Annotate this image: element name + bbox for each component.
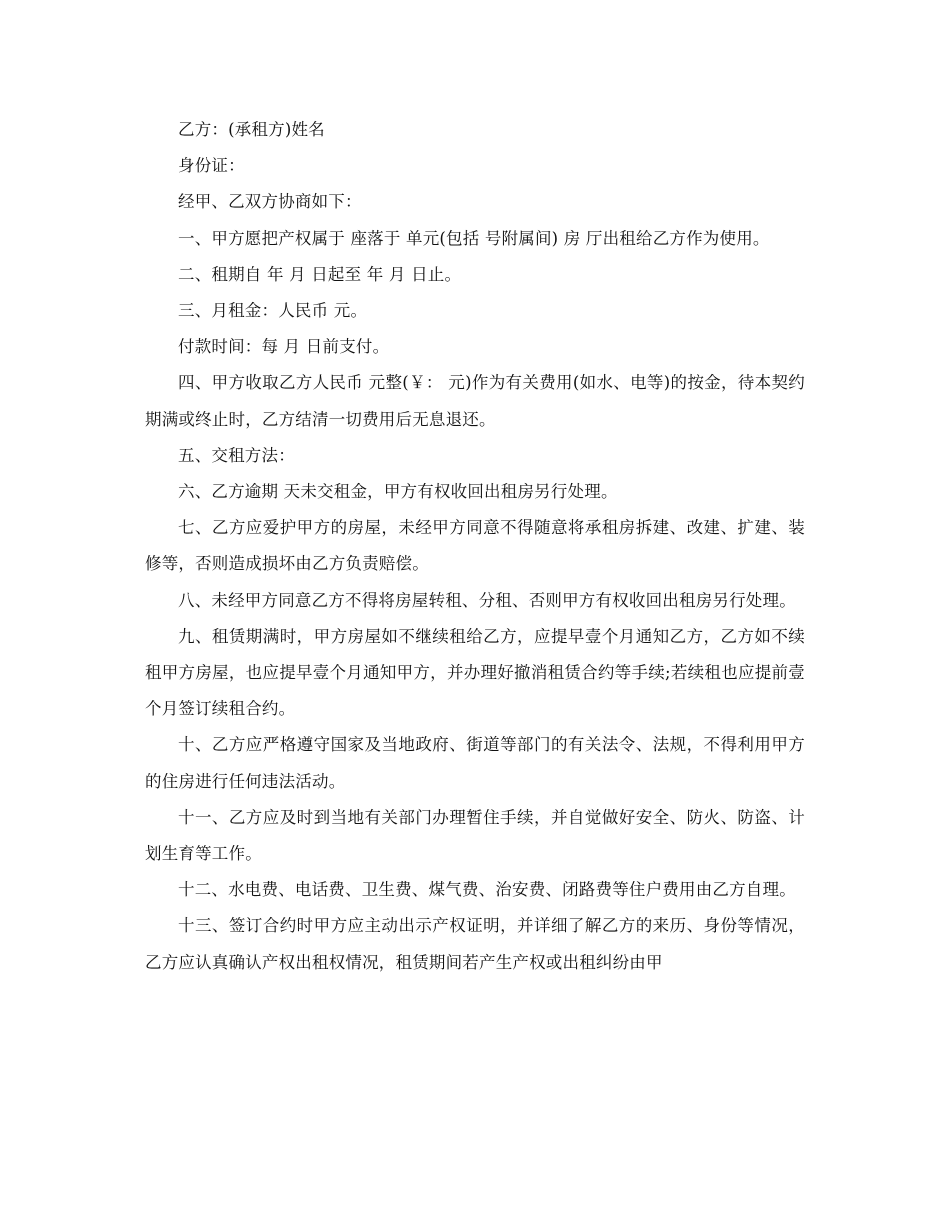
clause-8: 八、未经甲方同意乙方不得将房屋转租、分租、否则甲方有权收回出租房另行处理。 bbox=[178, 590, 796, 610]
clause-1: 一、甲方愿把产权属于 座落于 单元(包括 号附属间) 房 厅出租给乙方作为使用。 bbox=[178, 228, 770, 248]
clause-13: 十三、签订合约时甲方应主动出示产权证明，并详细了解乙方的来历、身份等情况，乙方应认真确认产权出租权情况，租赁期间若产生产权或出租纠纷由甲 bbox=[145, 916, 805, 972]
clause-11: 十一、乙方应及时到当地有关部门办理暂住手续，并自觉做好安全、防火、防盗、计划生育等工作。 bbox=[145, 807, 805, 864]
clause-10: 十、乙方应严格遵守国家及当地政府、街道等部门的有关法令、法规，不得利用甲方的住房进行任何违法活动。 bbox=[145, 735, 805, 791]
clause-12: 十二、水电费、电话费、卫生费、煤气费、治安费、闭路费等住户费用由乙方自理。 bbox=[178, 880, 796, 900]
party-b-name-line: 乙方：(承租方)姓名 bbox=[178, 120, 325, 139]
agreement-intro: 经甲、乙双方协商如下： bbox=[178, 192, 362, 212]
clause-6: 六、乙方逾期 天未交租金，甲方有权收回出租房另行处理。 bbox=[178, 482, 618, 502]
contract-body bbox=[145, 112, 805, 981]
clause-9: 九、租赁期满时，甲方房屋如不继续租给乙方，应提早壹个月通知乙方，乙方如不续租甲方房屋，也应提早壹个月通知甲方，并办理好撤消租赁合约等手续;若续租也应提前壹个月签订续租合约。 bbox=[145, 626, 805, 719]
clause-7: 七、乙方应爱护甲方的房屋，未经甲方同意不得随意将承租房拆建、改建、扩建、装修等，否则造成损坏由乙方负责赔偿。 bbox=[145, 518, 805, 574]
id-card-line: 身份证： bbox=[178, 156, 245, 176]
clause-4: 四、甲方收取乙方人民币 元整(￥： 元)作为有关费用(如水、电等)的按金，待本契约期满或终止时，乙方结清一切费用后无息退还。 bbox=[145, 373, 805, 429]
payment-time-line: 付款时间：每 月 日前支付。 bbox=[178, 337, 390, 357]
clause-2: 二、租期自 年 月 日起至 年 月 日止。 bbox=[178, 264, 462, 284]
clause-3: 三、月租金：人民币 元。 bbox=[178, 301, 368, 321]
clause-5: 五、交租方法： bbox=[178, 445, 295, 465]
